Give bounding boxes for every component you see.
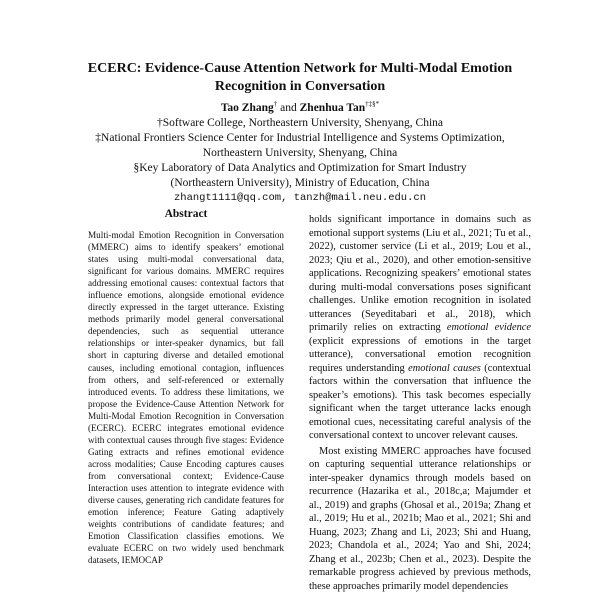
affiliation: (Northeastern University), Ministry of Education, China bbox=[170, 176, 430, 189]
abstract-heading: Abstract bbox=[164, 208, 208, 220]
author-mark: † bbox=[273, 100, 278, 108]
author-line bbox=[80, 97, 520, 116]
left-column bbox=[88, 207, 284, 566]
author-mark: †‡§* bbox=[365, 100, 380, 108]
affiliation: †Software College, Northeastern University, Shenyang, China bbox=[156, 116, 444, 129]
author-conjunction: and bbox=[280, 101, 297, 114]
affiliation: §Key Laboratory of Data Analytics and Optimization for Smart Industry bbox=[133, 161, 467, 174]
intro-text: (contextual factors within the conversation that influence the speaker’s emotions). This task becomes especially significant when the target utterance lacks enough emotional cues, necessitating careful analysis of the conversational context to uncover relevant causes. bbox=[309, 362, 532, 441]
right-column bbox=[309, 213, 531, 593]
intro-paragraph bbox=[309, 213, 531, 443]
intro-text: holds significant importance in domains such as emotional support systems (Liu et al., 2021; Tu et al., 2022), customer service (Li et al., 2019; Lou et al., 2023; Qiu et al., 2020), and other emotion-sensitive applications. Recognizing speakers’ emotional states during multi-modal conversations poses significant challenges. Unlike emotion recognition in isolated utterances (Seyeditabari et al., 2018), which primarily relies on extracting bbox=[309, 214, 531, 333]
author-emails[interactable]: zhangt1111@qq.com, tanzh@mail.neu.edu.cn bbox=[173, 191, 427, 204]
intro-emphasis: emotional evidence bbox=[446, 322, 531, 333]
author-name: Zhenhua Tan bbox=[299, 101, 366, 114]
intro-emphasis: emotional causes bbox=[408, 362, 481, 374]
paper-title: ECERC: Evidence-Cause Attention Network for Multi-Modal Emotion Recognition in Conversation bbox=[87, 61, 513, 94]
author-name: Tao Zhang bbox=[220, 101, 274, 114]
abstract-text: Multi-modal Emotion Recognition in Conversation (MMERC) aims to identify speakers’ emotional states using multi-modal conversational data, significant for various domains. MMERC requires addressing emotional causes: contextual factors that influence emotions, alongside emotional evidence directly expressed in the target utterance. Existing methods primarily model general conversational dependencies, such as sequential utterance relationships or inter-speaker dynamics, but fall short in capturing diverse and detailed emotional causes, including emotional contagion, influences from others, and self-referenced or externally introduced events. To address these limitations, we propose the Evidence-Cause Attention Network for Multi-Modal Emotion Recognition in Conversation (ECERC). ECERC integrates emotional evidence with contextual causes through five stages: Evidence Gating extracts and refines emotional evidence across modalities; Cause Encoding captures causes from conversational context; Evidence-Cause Interaction uses attention to integrate evidence with diverse causes, generating rich candidate features for emotion inference; Feature Gating adaptively weights contributions of candidate features; and Emotion Classification classifies emotions. We evaluate ECERC on two widely used benchmark datasets, IEMOCAP bbox=[88, 230, 284, 566]
affiliation: Northeastern University, Shenyang, China bbox=[202, 146, 398, 159]
author-block bbox=[80, 97, 520, 206]
affiliation: ‡National Frontiers Science Center for Industrial Intelligence and Systems Optimization, bbox=[95, 131, 505, 144]
intro-text: (explicit expressions of emotions in the target utterance), conversational emotion recognition requires understanding bbox=[309, 335, 531, 374]
intro-paragraph: Most existing MMERC approaches have focused on capturing sequential utterance relationships or inter-speaker dynamics through models based on recurrence (Hazarika et al., 2018c,a; Majumder et al., 2019) and graphs (Ghosal et al., 2019a; Zhang et al., 2019; Hu et al., 2021b; Mao et al., 2021; Shi and Huang, 2023; Zhang and Li, 2023; Shi and Huang, 2023; Chandola et al., 2024; Yao and Shi, 2024; Zhang et al., 2023b; Chen et al., 2023). Despite the remarkable progress achieved by previous methods, these approaches primarily model dependencies bbox=[309, 445, 531, 592]
